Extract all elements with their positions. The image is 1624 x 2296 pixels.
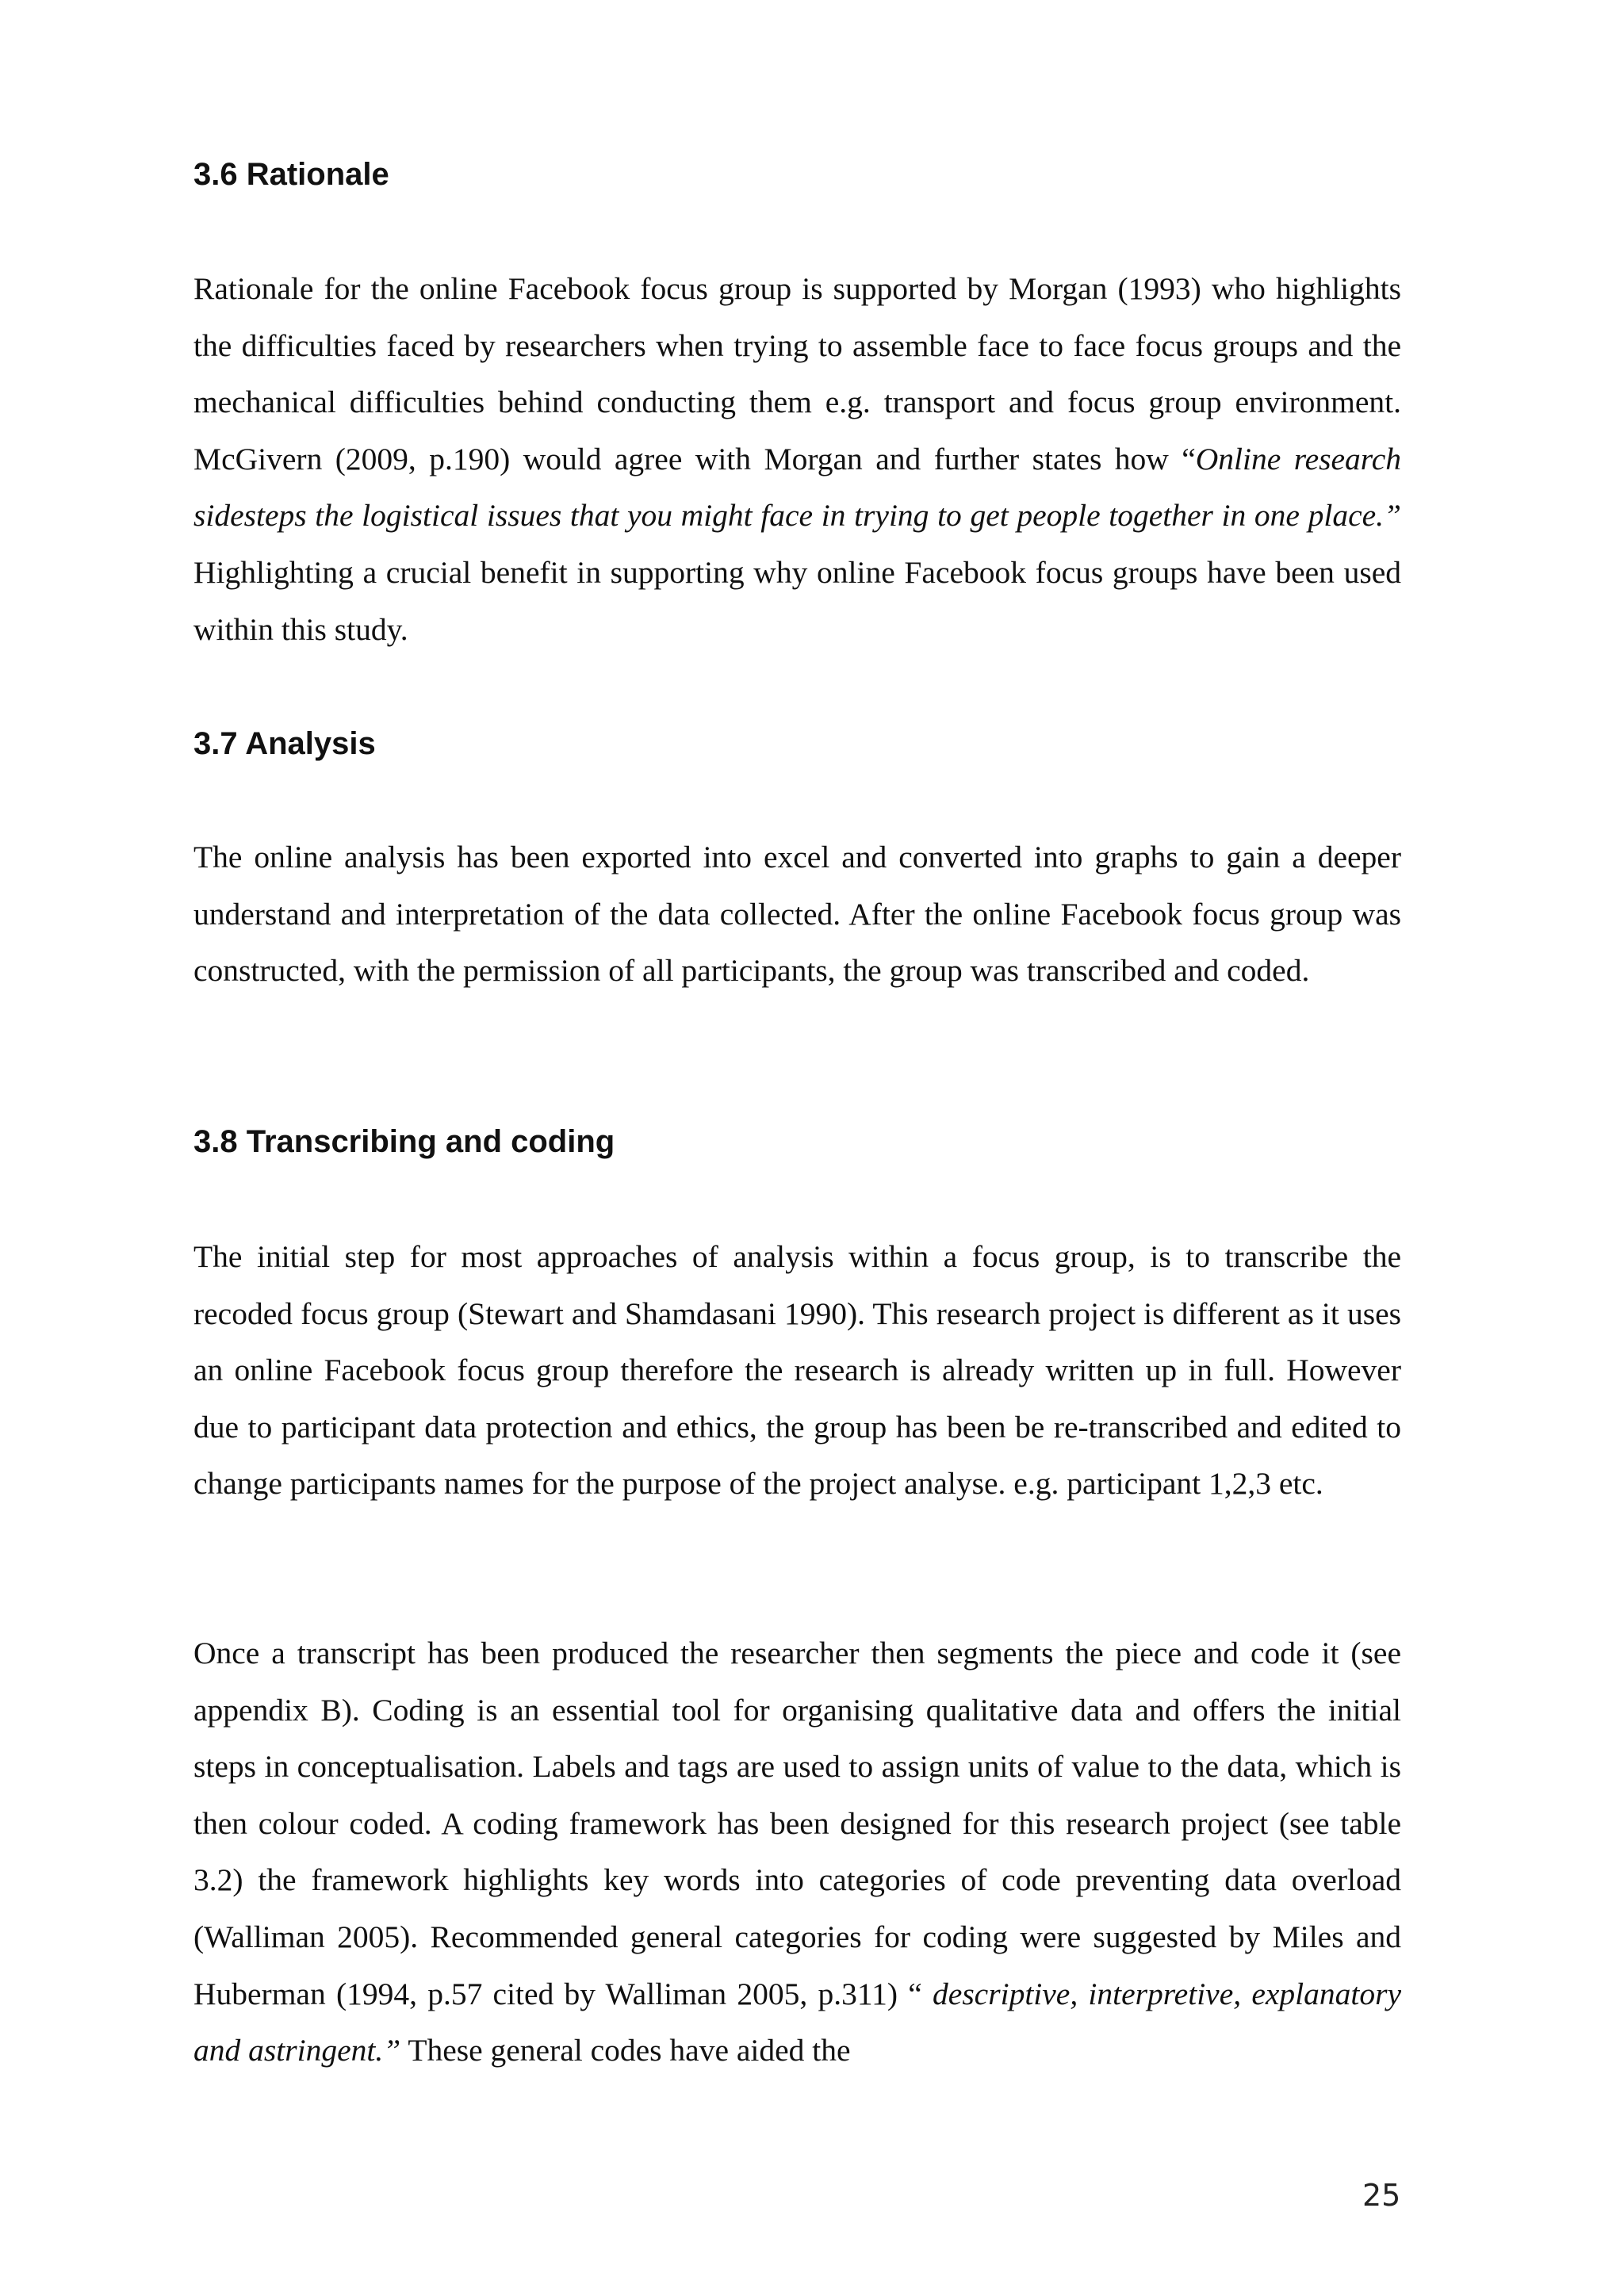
paragraph-text: Once a transcript has been produced the researcher then segments the piece and code it (see appendix B). Coding is an essential tool for organising qualitative data and offers the initial steps in conceptualisation. Labels and tags are used to assign units of value to the data, which is then colour coded. A coding framework has been designed for this research project (see table 3.2) the framework highlights key words into categories of code preventing data overload (Walliman 2005). Recommended general categories for coding were suggested by Miles and Huberman (1994, p.57 cited by Walliman 2005, p.311) “ <box>193 1636 1401 2011</box>
paragraph-analysis: The online analysis has been exported into excel and converted into graphs to gain a deeper understand and interpretation of the data collected. After the online Facebook focus group was constructed, with the permission of all participants, the group was transcribed and coded. <box>193 840 1401 989</box>
page-number: 25 <box>1362 2178 1401 2213</box>
quote-text: descriptive, interpretive, explanatory and astringent.” <box>193 1976 1402 2068</box>
paragraph-text: Highlighting a crucial benefit in supporting why online Facebook focus groups have been used within this study. <box>193 554 1401 647</box>
paragraph-transcribing: The initial step for most approaches of analysis within a focus group, is to transcribe the recoded focus group (Stewart and Shamdasani 1990). This research project is different as it uses an online Facebook focus group therefore the research is already written up in full. However due to participant data protection and ethics, the group has been be re-transcribed and edited to change participants names for the purpose of the project analyse. e.g. participant 1,2,3 etc. <box>193 1239 1401 1502</box>
paragraph-rationale <box>193 261 1401 658</box>
paragraph-text: Rationale for the online Facebook focus group is supported by Morgan (1993) who highlights the difficulties faced by researchers when trying to assemble face to face focus groups and the mechanical difficulties behind conducting them e.g. transport and focus group environment. McGivern (2009, p.190) would agree with Morgan and further states how “ <box>193 271 1401 476</box>
paragraph-text: These general codes have aided the <box>400 2033 851 2068</box>
section-heading-rationale: 3.6 Rationale <box>193 157 389 192</box>
section-heading-transcribing-and-coding: 3.8 Transcribing and coding <box>193 1124 615 1159</box>
section-heading-analysis: 3.7 Analysis <box>193 726 376 761</box>
paragraph-coding <box>193 1625 1401 2080</box>
quote-text: Online research sidesteps the logistical issues that you might face in trying to get people together in one place.” <box>193 441 1401 534</box>
